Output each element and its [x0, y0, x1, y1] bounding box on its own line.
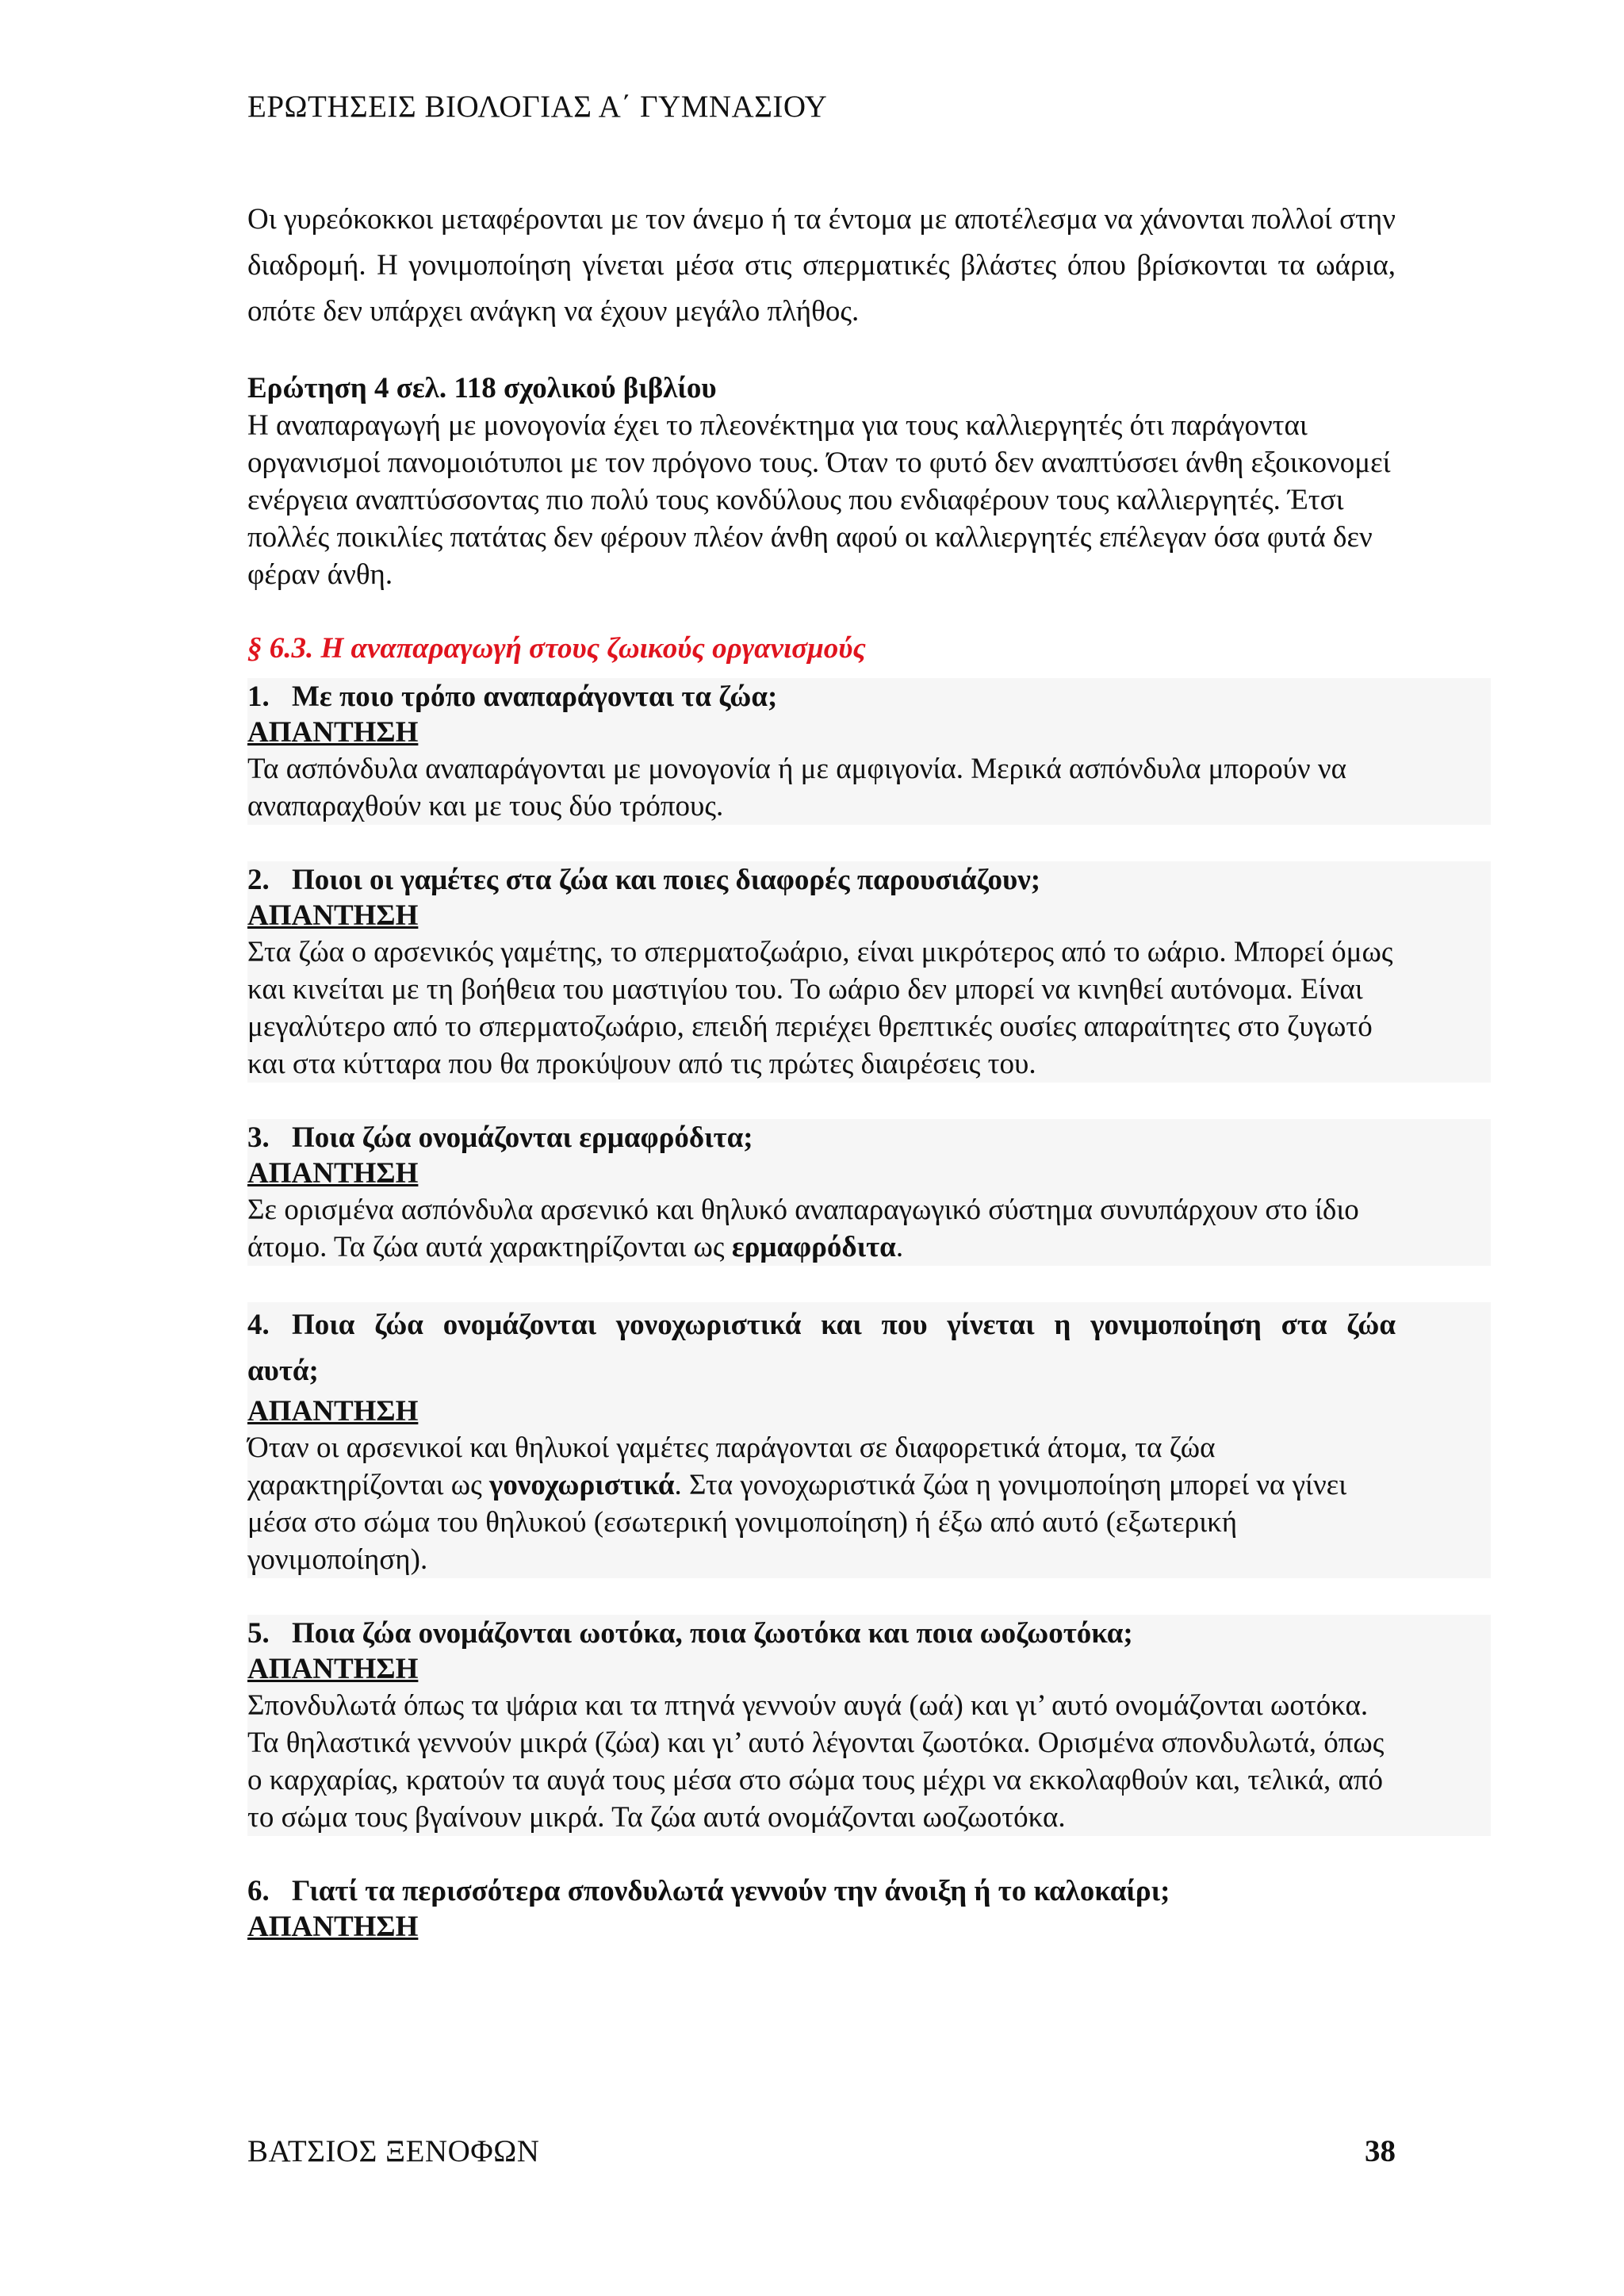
question-number: 2. [247, 864, 270, 896]
question-number: 4. [247, 1309, 270, 1341]
answer-label: ΑΠΑΝΤΗΣΗ [247, 1911, 419, 1943]
exercise-text: Η αναπαραγωγή με μονογονία έχει το πλεονέκτημα για τους καλλιεργητές ότι παράγονται οργανισμοί πανομοιότυποι με τον πρόγονο τους. Όταν το φυτό δεν αναπτύσσει άνθη εξοικονομεί ενέργεια αναπτύσσοντας πιο πολύ τους κονδύλους που ενδιαφέρουν τους καλλιεργητές. Έτσι πολλές ποικιλίες πατάτας δεν φέρουν πλέον άνθη αφού οι καλλιεργητές επέλεγαν όσα φυτά δεν φέραν άνθη. [247, 409, 1391, 591]
question-number: 1. [247, 680, 270, 713]
question-text: Ποια ζώα ονομάζονται ωοτόκα, ποια ζωοτόκα και ποια ωοζωοτόκα; [292, 1617, 1133, 1650]
answer-label: ΑΠΑΝΤΗΣΗ [247, 899, 419, 932]
question-title [247, 678, 1396, 715]
question-block-2 [247, 861, 1491, 1083]
question-title [247, 1872, 1396, 1910]
question-block-1 [247, 678, 1491, 825]
answer-text-part: Τα ασπόνδυλα αναπαράγονται με μονογονία ή με αμφιγονία. Μερικά ασπόνδυλα μπορούν να αναπαραχθούν και με τους δύο τρόπους. [247, 753, 1347, 822]
question-number: 5. [247, 1617, 270, 1650]
answer-term-bold: γονοχωριστικά [489, 1469, 675, 1501]
question-text: Γιατί τα περισσότερα σπονδυλωτά γεννούν την άνοιξη ή το καλοκαίρι; [292, 1875, 1170, 1907]
question-text: Ποια ζώα ονομάζονται γονοχωριστικά και που γίνεται η γονιμοποίηση στα ζώα αυτά; [247, 1309, 1396, 1387]
answer-term-bold: ερμαφρόδιτα [731, 1231, 896, 1263]
page-footer [247, 2133, 1396, 2169]
answer-text [247, 1429, 1396, 1578]
footer-author: ΒΑΤΣΙΟΣ ΞΕΝΟΦΩΝ [247, 2134, 540, 2168]
question-title [247, 861, 1396, 899]
question-block-4 [247, 1302, 1491, 1578]
answer-label: ΑΠΑΝΤΗΣΗ [247, 1653, 419, 1685]
question-title [247, 1615, 1396, 1652]
answer-text-part: Όταν οι αρσενικοί και θηλυκοί γαμέτες παράγονται σε διαφορετικά άτομα, τα ζώα χαρακτηρίζονται ως [247, 1432, 1216, 1501]
question-block-6 [247, 1872, 1396, 1945]
answer-text-part: . [895, 1231, 904, 1263]
page-number: 38 [1365, 2134, 1396, 2168]
question-block-5 [247, 1615, 1491, 1836]
answer-label: ΑΠΑΝΤΗΣΗ [247, 716, 419, 749]
answer-label: ΑΠΑΝΤΗΣΗ [247, 1157, 419, 1190]
question-number: 6. [247, 1875, 270, 1907]
question-text: Ποιοι οι γαμέτες στα ζώα και ποιες διαφορές παρουσιάζουν; [292, 864, 1041, 896]
answer-text [247, 933, 1396, 1083]
exercise-block [247, 370, 1396, 593]
question-text: Με ποιο τρόπο αναπαράγονται τα ζώα; [292, 680, 778, 713]
answer-text-part: Σε ορισμένα ασπόνδυλα αρσενικό και θηλυκό αναπαραγωγικό σύστημα συνυπάρχουν στο ίδιο άτομο. Τα ζώα αυτά χαρακτηρίζονται ως [247, 1194, 1359, 1263]
answer-text [247, 1191, 1396, 1266]
question-title [247, 1119, 1396, 1156]
intro-paragraph: Οι γυρεόκοκκοι μεταφέρονται με τον άνεμο ή τα έντομα με αποτέλεσμα να χάνονται πολλοί στην διαδρομή. Η γονιμοποίηση γίνεται μέσα στις σπερματικές βλάστες όπου βρίσκονται τα ωάρια, οπότε δεν υπάρχει ανάγκη να έχουν μεγάλο πλήθος. [247, 203, 1396, 328]
page-content [247, 197, 1396, 1981]
section-title: § 6.3. Η αναπαραγωγή στους ζωικούς οργανισμούς [247, 632, 866, 665]
answer-text-part: Σπονδυλωτά όπως τα ψάρια και τα πτηνά γεννούν αυγά (ωά) και γι’ αυτό ονομάζονται ωοτόκα. Τα θηλαστικά γεννούν μικρά (ζώα) και γι’ αυτό λέγονται ζωοτόκα. Ορισμένα σπονδυλωτά, όπως ο καρχαρίας, κρατούν τα αυγά τους μέσα στο σώμα τους μέχρι να εκκολαφθούν και, τελικά, από το σώμα τους βγαίνουν μικρά. Τα ζώα αυτά ονομάζονται ωοζωοτόκα. [247, 1689, 1385, 1834]
answer-text [247, 1687, 1396, 1836]
answer-text-part: . Στα γονοχωριστικά ζώα η γονιμοποίηση μπορεί να γίνει μέσα στο σώμα του θηλυκού (εσωτερική γονιμοποίηση) ή έξω από αυτό (εξωτερική γονιμοποίηση). [247, 1469, 1347, 1576]
answer-text [247, 750, 1396, 825]
question-block-3 [247, 1119, 1491, 1266]
exercise-title: Ερώτηση 4 σελ. 118 σχολικού βιβλίου [247, 372, 717, 404]
question-number: 3. [247, 1121, 270, 1154]
page-header: ΕΡΩΤΗΣΕΙΣ ΒΙΟΛΟΓΙΑΣ Α΄ ΓΥΜΝΑΣΙΟΥ [247, 90, 828, 124]
question-text: Ποια ζώα ονομάζονται ερμαφρόδιτα; [292, 1121, 753, 1154]
answer-text-part: Στα ζώα ο αρσενικός γαμέτης, το σπερματοζωάριο, είναι μικρότερος από το ωάριο. Μπορεί όμως και κινείται με τη βοήθεια του μαστιγίου του. Το ωάριο δεν μπορεί να κινηθεί αυτόνομα. Είναι μεγαλύτερο από το σπερματοζωάριο, επειδή περιέχει θρεπτικές ουσίες απαραίτητες στο ζυγωτό και στα κύτταρα που θα προκύψουν από τις πρώτες διαιρέσεις του. [247, 936, 1393, 1080]
question-title [247, 1302, 1396, 1394]
answer-label: ΑΠΑΝΤΗΣΗ [247, 1395, 419, 1428]
